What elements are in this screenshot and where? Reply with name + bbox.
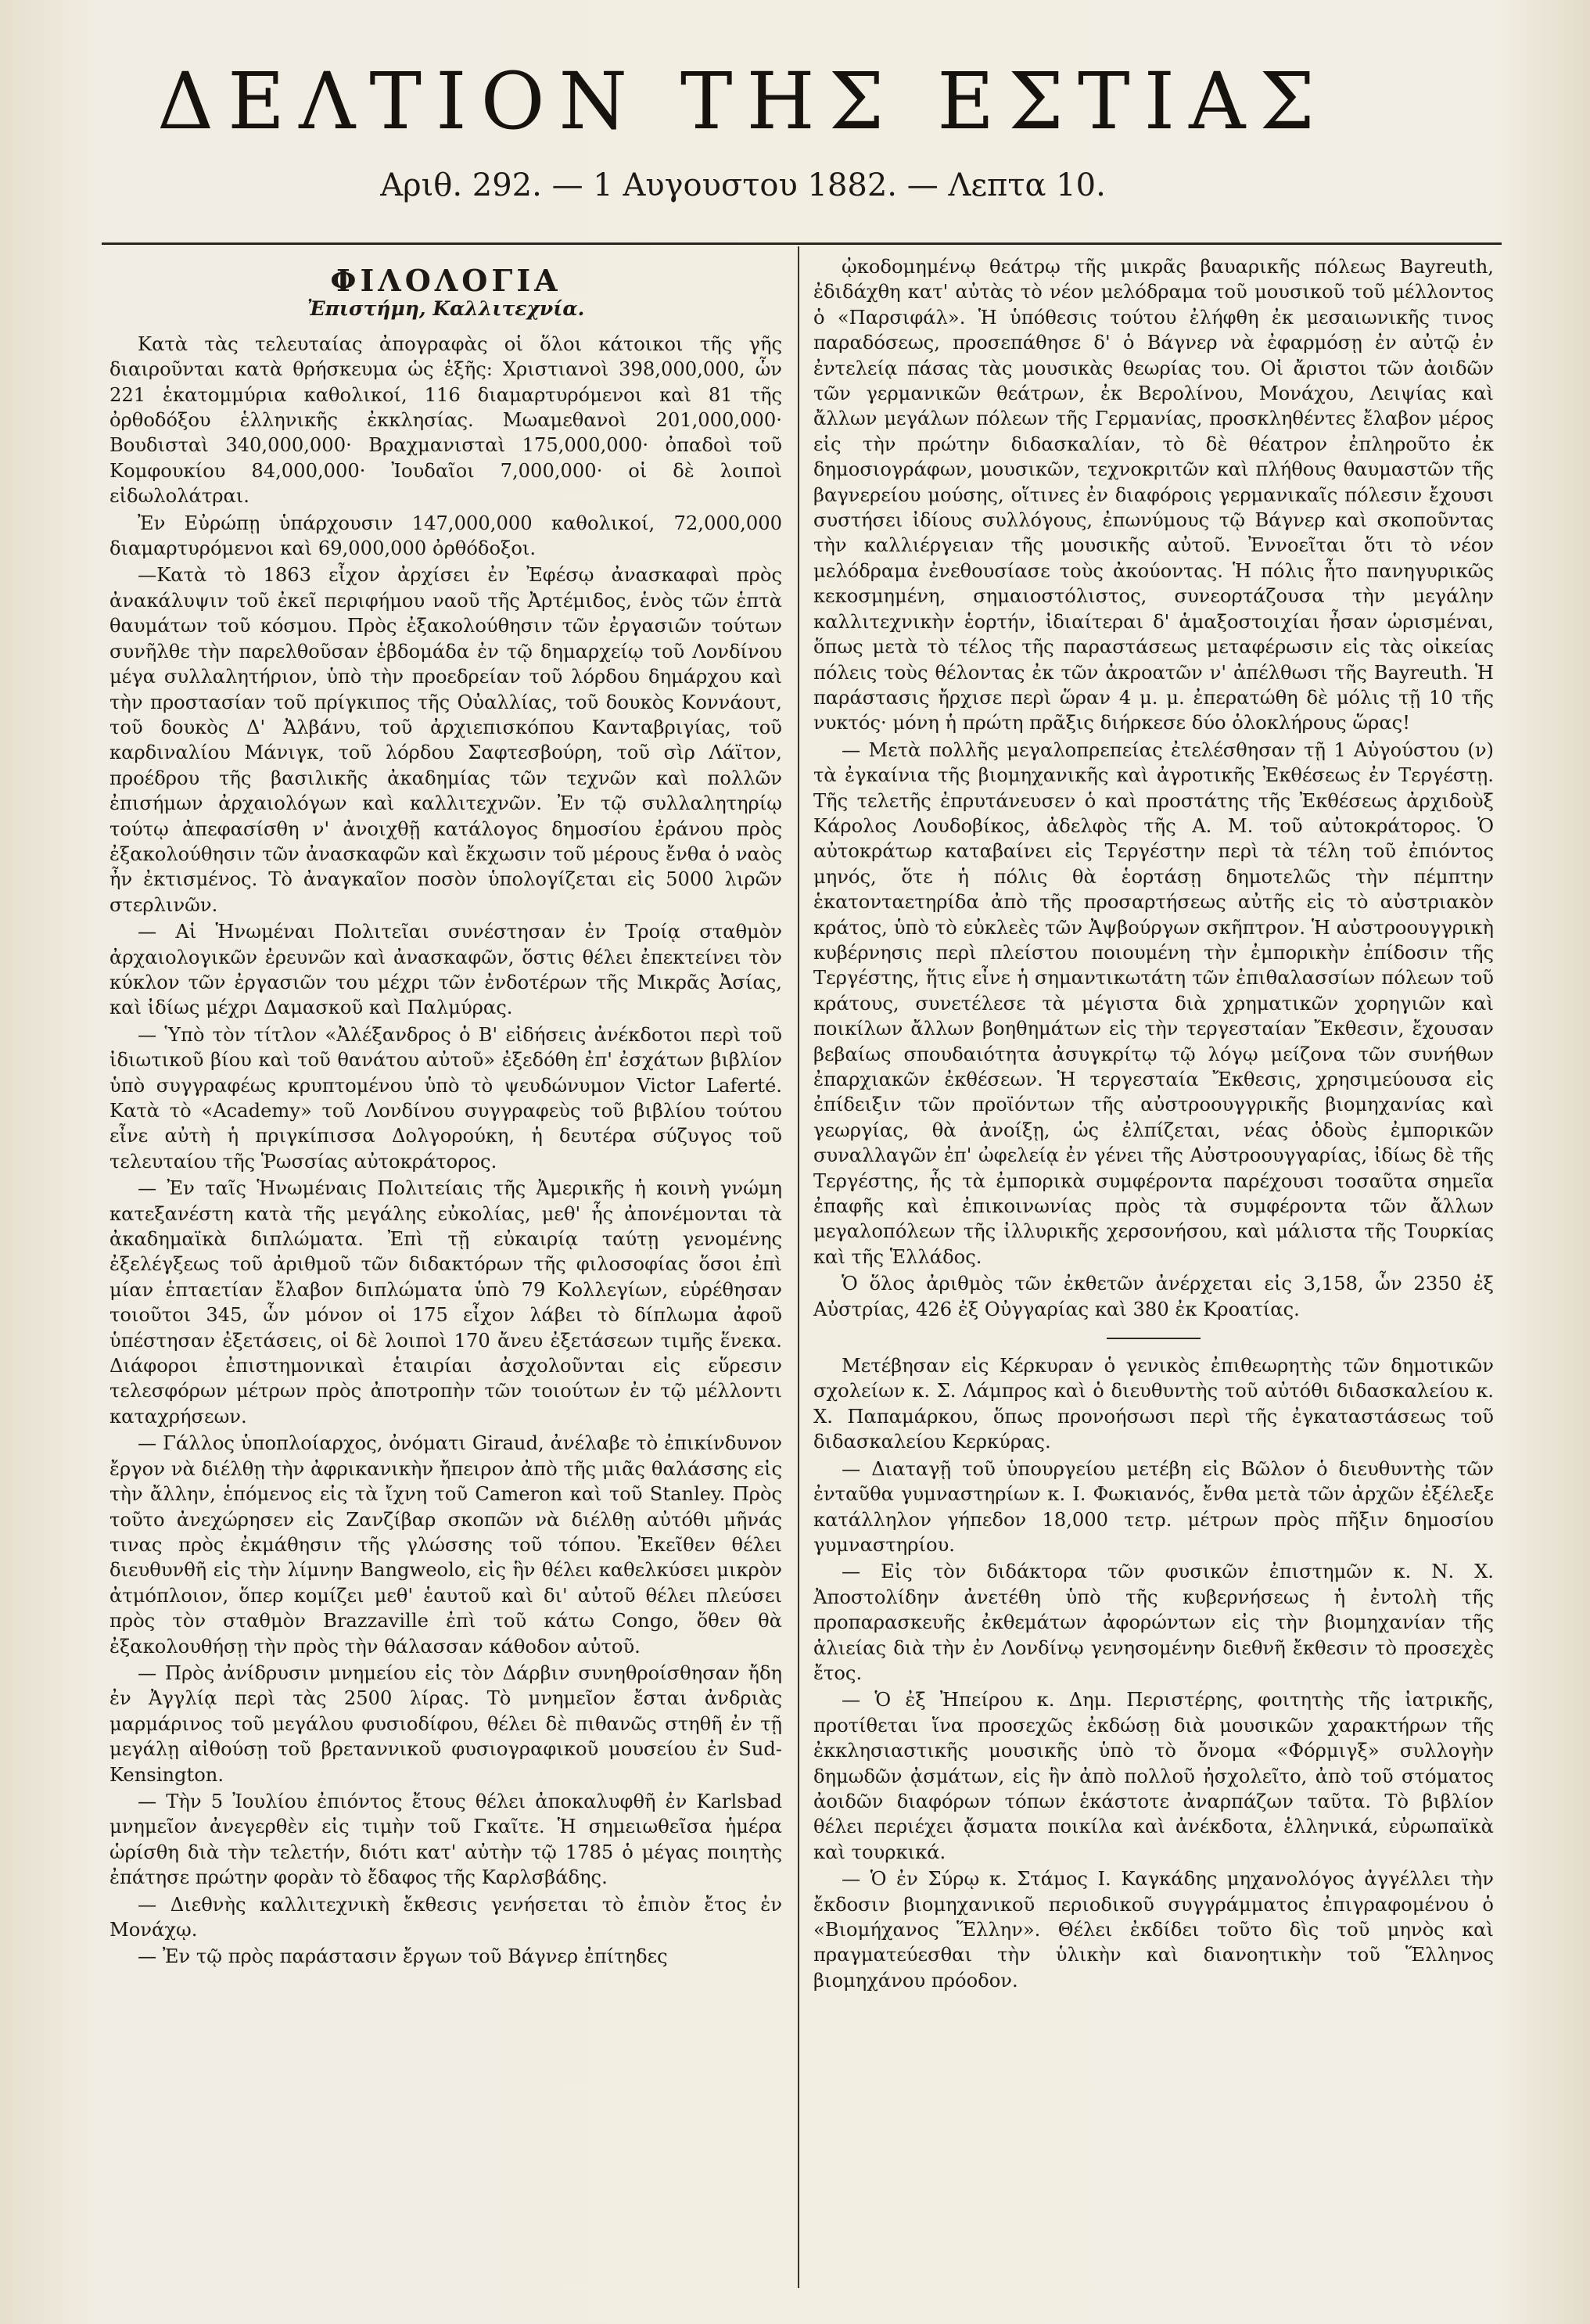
paragraph: — Ὑπὸ τὸν τίτλον «Ἀλέξανδρος ὁ Β' εἰδήσεις ἀνέκδοτοι περὶ τοῦ ἰδιωτικοῦ βίου καὶ τοῦ θανάτου αὐτοῦ» ἐξεδόθη ἐπ' ἐσχάτων βιβλίον ὑπὸ συγγραφέως κρυπτομένου ὑπὸ τὸ ψευδώνυμον Victor Laferté. Κατὰ τὸ «Academy» τοῦ Λονδίνου συγγραφεὺς τοῦ βιβλίου τούτου εἶνε αὐτὴ ἡ πριγκίπισσα Δολγορούκη, ἡ δευτέρα σύζυγος τοῦ τελευταίου τῆς Ῥωσσίας αὐτοκράτορος. <box>109 1023 782 1173</box>
paragraph: — Ὁ ἐν Σύρῳ κ. Στάμος Ι. Καγκάδης μηχανολόγος ἀγγέλλει τὴν ἔκδοσιν βιομηχανικοῦ περιοδικοῦ συγγράμματος ἐπιγραφομένου ὁ «Βιομήχανος Ἕλλην». Θέλει ἐκδίδει τοῦτο δὶς τοῦ μηνὸς καὶ πραγματεύεσθαι τὴν ὑλικὴν καὶ διανοητικὴν τοῦ Ἕλληνος βιομηχάνου πρόοδον. <box>813 1868 1494 1992</box>
paragraph: — Ἐν τῷ πρὸς παράστασιν ἔργων τοῦ Βάγνερ ἐπίτηδες <box>138 1945 668 1968</box>
paragraph: — Διαταγῇ τοῦ ὑπουργείου μετέβη εἰς Βῶλον ὁ διευθυντὴς τῶν ἐνταῦθα γυμναστηρίων κ. Ι. Φωκιανός, ἔνθα μετὰ τῶν ἀρχῶν ἐξέλεξε κατάλληλον γήπεδον 18,000 τετρ. μέτρων πρὸς πῆξιν δημοσίου γυμναστηρίου. <box>813 1457 1494 1556</box>
paragraph: Μετέβησαν εἰς Κέρκυραν ὁ γενικὸς ἐπιθεωρητὴς τῶν δημοτικῶν σχολείων κ. Σ. Λάμπρος καὶ ὁ διευθυντὴς τοῦ αὐτόθι διδασκαλείου κ. Χ. Παπαμάρκου, ὅπως προνοήσωσι περὶ τῆς ἐγκαταστάσεως τοῦ διδασκαλείου Κερκύρας. <box>813 1355 1494 1453</box>
right-paragraphs-top <box>813 254 1494 1322</box>
paragraph: — Διεθνὴς καλλιτεχνικὴ ἔκθεσις γενήσεται τὸ ἐπιὸν ἔτος ἐν Μονάχῳ. <box>109 1893 782 1941</box>
masthead-title: ΔΕΛΤΙΟΝ ΤΗΣ ΕΣΤΙΑΣ <box>156 56 1330 147</box>
issue-line: Αριθ. 292. — 1 Αυγουστου 1882. — Λεπτα 10. <box>380 167 1106 203</box>
paragraph: Κατὰ τὰς τελευταίας ἀπογραφὰς οἱ ὅλοι κάτοικοι τῆς γῆς διαιροῦνται κατὰ θρήσκευμα ὡς ἑξῆς: Χριστιανοὶ 398,000,000, ὧν 221 ἑκατομμύρια καθολικοί, 116 διαμαρτυρόμενοι καὶ 81 τῆς ὀρθοδόξου ἑλληνικῆς ἐκκλησίας. Μωαμεθανοὶ 201,000,000· Βουδισταὶ 340,000,000· Βραχμανισταὶ 175,000,000· ὀπαδοὶ τοῦ Κομφουκίου 84,000,000· Ἰουδαῖοι 7,000,000· οἱ δὲ λοιποὶ εἰδωλολάτραι. <box>109 332 782 508</box>
paragraph: — Γάλλος ὑποπλοίαρχος, ὀνόματι Giraud, ἀνέλαβε τὸ ἐπικίνδυνον ἔργον νὰ διέλθῃ τὴν ἀφρικανικὴν ἤπειρον ἀπὸ τῆς μιᾶς θαλάσσης εἰς τὴν ἄλλην, ἑπόμενος εἰς τὰ ἴχνη τοῦ Cameron καὶ τοῦ Stanley. Πρὸς τοῦτο ἀνεχώρησεν εἰς Ζανζίβαρ σκοπῶν νὰ διέλθῃ αὐτόθι μῆνάς τινας πρὸς ἐκμάθησιν τῆς γλώσσης τοῦ τόπου. Ἐκεῖθεν θέλει διευθυνθῆ εἰς τὴν λίμνην Bangweolo, εἰς ἣν θέλει καθελκύσει μικρὸν ἀτμόπλοιον, ὅπερ κομίζει μεθ' ἑαυτοῦ καὶ δι' αὐτοῦ θέλει πλεύσει πρὸς τὸν σταθμὸν Brazzaville ἐπὶ τοῦ κάτω Congo, ὅθεν θὰ ἐξακολουθήσῃ τὴν πρὸς τὴν θάλασσαν κάθοδον αὐτοῦ. <box>109 1432 782 1658</box>
section-title: ΦΙΛΟΛΟΓΙΑ <box>330 263 562 298</box>
right-column <box>813 254 1494 1995</box>
section-subtitle: Ἐπιστήμη, Καλλιτεχνία. <box>307 297 585 321</box>
left-paragraphs <box>109 332 782 1970</box>
paragraph: ᾠκοδομημένῳ θεάτρῳ τῆς μικρᾶς βαυαρικῆς πόλεως Bayreuth, ἐδιδάχθη κατ' αὐτὰς τὸ νέον μελόδραμα τοῦ μουσικοῦ τοῦ μέλλοντος ὁ «Παρσιφάλ». Ἡ ὑπόθεσις τούτου ἐλήφθη ἐκ μεσαιωνικῆς τινος παραδόσεως, προσεπάθησε δ' ὁ Βάγνερ νὰ ἐφαρμόσῃ ἐν αὐτῷ ἐν ἐντελείᾳ πάσας τὰς μουσικὰς θεωρίας του. Οἱ ἄριστοι τῶν ἀοιδῶν τῶν γερμανικῶν θεάτρων, ἐκ Βερολίνου, Μονάχου, Λειψίας καὶ ἄλλων μεγάλων πόλεων τῆς Γερμανίας, προσκληθέντες ἔλαβον μέρος εἰς τὴν πρώτην διδασκαλίαν, τὸ δὲ θέατρον ἐπληροῦτο ἐκ δημοσιογράφων, μουσικῶν, τεχνοκριτῶν καὶ πλήθους θαυμαστῶν τῆς βαγνερείου μούσης, οἵτινες ἐν διαφόροις γερμανικαῖς πόλεσιν ἔχουσι συστήσει ἰδίους συλλόγους, ἐπωνύμους τῷ Βάγνερ καὶ σκοποῦντας τὴν καλλιέργειαν τῆς μουσικῆς αὐτοῦ. Ἐννοεῖται ὅτι τὸ νέον μελόδραμα ἐνεθουσίασε τοὺς ἀκούοντας. Ἡ πόλις ἦτο πανηγυρικῶς κεκοσμημένη, σημαιοστόλιστος, συνεορτάζουσα τὴν μεγάλην καλλιτεχνικὴν ἑορτήν, ἰδιαίτεραι δ' ἁμαξοστοιχίαι ἦσαν ὡρισμέναι, ὅπως μετὰ τὸ τέλος τῆς παραστάσεως μεταφέρωσιν εἰς τὰς οἰκείας πόλεις τοὺς θέλοντας ἐκ τῶν ἀκροατῶν ν' ἀπέλθωσι τῆς Bayreuth. Ἡ παράστασις ἤρχισε περὶ ὥραν 4 μ. μ. ἐπερατώθη δὲ μόλις τῇ 10 τῆς νυκτός· μόνη ἡ πρώτη πρᾶξις διήρκεσε δύο ὁλοκλήρους ὥρας! <box>813 256 1494 735</box>
paragraph: — Μετὰ πολλῆς μεγαλοπρεπείας ἐτελέσθησαν τῇ 1 Αὐγούστου (ν) τὰ ἐγκαίνια τῆς βιομηχανικῆς καὶ ἀγροτικῆς Ἐκθέσεως ἐν Τεργέστῃ. Τῆς τελετῆς ἐπρυτάνευσεν ὁ καὶ προστάτης τῆς Ἐκθέσεως ἀρχιδοὺξ Κάρολος Λουδοβίκος, ἀδελφὸς τῆς Α. Μ. τοῦ αὐτοκράτορος. Ὁ αὐτοκράτωρ καταβαίνει εἰς Τεργέστην περὶ τὰ τέλη τοῦ ἐπιόντος μηνός, ὅτε ἡ πόλις θὰ ἑορτάσῃ δημοτελῶς τὴν πέμπτην ἑκατονταετηρίδα ἀπὸ τῆς προσαρτήσεως αὐτῆς εἰς τὸ αὐστριακὸν κράτος, ὑπὸ τὸ εὐκλεὲς τῶν Ἀψβούργων σκῆπτρον. Ἡ αὐστροουγγρικὴ κυβέρνησις περὶ πλείστου ποιουμένη τὴν ἐμπορικὴν ἐπίδοσιν τῆς Τεργέστης, ἥτις εἶνε ἡ σημαντικωτάτη τῶν ἐπιθαλασσίων πόλεων τοῦ κράτους, συνετέλεσε τὰ μέγιστα διὰ χρηματικῶν χορηγιῶν καὶ ποικίλων ἄλλων βοηθημάτων εἰς τὴν τεργεσταίαν Ἔκθεσιν, ἔχουσαν βεβαίως σπουδαιότητα ἀσυγκρίτῳ τῷ λόγῳ μείζονα τῶν συνήθων ἐπαρχιακῶν ἐκθέσεων. Ἡ τεργεσταία Ἔκθεσις, χρησιμεύουσα εἰς ἐπίδειξιν τῶν προϊόντων τῆς αὐστροουγγρικῆς βιομηχανίας καὶ γεωργίας, θὰ ἀνοίξῃ, ὡς ἐλπίζεται, νέας ὁδοὺς ἐμπορικῶν συναλλαγῶν ἐπ' ὠφελείᾳ ἐν γένει τῆς Αὐστροουγγαρίας, ἰδίως δὲ τῆς Τεργέστης, ἧς τὰ ἐμπορικὰ συμφέροντα παρέχουσι τοσαῦτα σημεῖα ἐπαφῆς καὶ ἐπικοινωνίας πρὸς τὰ συμφέροντα τῶν ἄλλων μεγαλοπόλεων τῆς ἰλλυρικῆς χερσονήσου, καὶ μάλιστα τῆς Τουρκίας καὶ τῆς Ἑλλάδος. <box>813 738 1494 1268</box>
paragraph: — Αἱ Ἡνωμέναι Πολιτεῖαι συνέστησαν ἐν Τροίᾳ σταθμὸν ἀρχαιολογικῶν ἐρευνῶν καὶ ἀνασκαφῶν, ὅστις θέλει ἐπεκτείνει τὸν κύκλον τῶν ἐργασιῶν του μέχρι τῶν ἐνδοτέρων τῆς Μικρᾶς Ἀσίας, καὶ ἰδίως μέχρι Δαμασκοῦ καὶ Παλμύρας. <box>109 921 782 1019</box>
section-separator <box>1107 1338 1201 1339</box>
paragraph: — Ἐν ταῖς Ἡνωμέναις Πολιτείαις τῆς Ἀμερικῆς ἡ κοινὴ γνώμη κατεξανέστη κατὰ τῆς μεγάλης εὐκολίας, μεθ' ἧς ἀπονέμονται τὰ ἀκαδημαϊκὰ διπλώματα. Ἐπὶ τῇ εὐκαιρίᾳ ταύτῃ γενομένης ἐξελέγξεως τοῦ ἀριθμοῦ τῶν διδακτόρων τῆς φιλοσοφίας ὅσοι ἐπὶ μίαν ἑπταετίαν ἔλαβον διπλώματα ὑπὸ 79 Κολλεγίων, εὑρέθησαν τοιοῦτοι 345, ὧν μόνον οἱ 175 εἶχον λάβει τὸ δίπλωμα ἀφοῦ ὑπέστησαν ἐξετάσεις, οἱ δὲ λοιποὶ 170 ἄνευ ἐξετάσεων τιμῆς ἕνεκα. Διάφοροι ἐπιστημονικαὶ ἑταιρίαι ἀσχολοῦνται εἰς εὕρεσιν τελεσφόρων μέτρων πρὸς ἀποτροπὴν τῶν τοιούτων ἐν τῷ μέλλοντι καταχρήσεων. <box>109 1177 782 1428</box>
paragraph: — Ὁ ἐξ Ἠπείρου κ. Δημ. Περιστέρης, φοιτητὴς τῆς ἰατρικῆς, προτίθεται ἵνα προσεχῶς ἐκδώσῃ διὰ μουσικῶν χαρακτήρων τῆς ἐκκλησιαστικῆς μουσικῆς ὑπὸ τὸ ὄνομα «Φόρμιγξ» συλλογὴν δημωδῶν ᾀσμάτων, εἰς ἣν ἀπὸ πολλοῦ ἠσχολεῖτο, ἀπὸ τοῦ στόματος ἀοιδῶν διαφόρων τόπων ἑκάστοτε ἀναρπάζων ταῦτα. Τὸ βιβλίον θέλει περιέχει ᾄσματα ποικίλα καὶ ἀνέκδοτα, ἑλληνικά, εὐρωπαϊκὰ καὶ τουρκικά. <box>813 1689 1494 1863</box>
masthead-rule <box>102 242 1502 245</box>
column-divider <box>798 246 799 2288</box>
paragraph: —Κατὰ τὸ 1863 εἶχον ἀρχίσει ἐν Ἐφέσῳ ἀνασκαφαὶ πρὸς ἀνακάλυψιν τοῦ ἐκεῖ περιφήμου ναοῦ τῆς Ἀρτέμιδος, ἑνὸς τῶν ἑπτὰ θαυμάτων τοῦ κόσμου. Πρὸς ἐξακολούθησιν τῶν ἐργασιῶν τούτων συνῆλθε τὴν παρελθοῦσαν ἑβδομάδα ἐν τῷ δημαρχείῳ τοῦ Λονδίνου μέγα συλλαλητήριον, ὑπὸ τὴν προεδρείαν τοῦ λόρδου δημάρχου καὶ τὴν προστασίαν τοῦ πρίγκιπος τῆς Οὐαλλίας, τοῦ δουκὸς Κοννάουτ, τοῦ δουκὸς Δ' Ἀλβάνυ, τοῦ ἀρχιεπισκόπου Κανταβριγίας, τοῦ καρδιναλίου Μάνιγκ, τοῦ λόρδου Σαφτεσβούρη, τοῦ σὶρ Λάϊτον, προέδρου τῆς βασιλικῆς ἀκαδημίας τῶν τεχνῶν καὶ πολλῶν ἐπισήμων ἀρχαιολόγων καὶ καλλιτεχνῶν. Ἐν τῷ συλλαλητηρίῳ τούτῳ ἀπεφασίσθη ν' ἀνοιχθῇ κατάλογος δημοσίου ἐράνου πρὸς ἐξακολούθησιν τῶν ἀνασκαφῶν καὶ ἔκχωσιν τοῦ μέρους ἔνθα ὁ ναὸς ἦν ἐκτισμένος. Τὸ ἀναγκαῖον ποσὸν ὑπολογίζεται εἰς 5000 λιρῶν στερλινῶν. <box>109 564 782 916</box>
paragraph: — Εἰς τὸν διδάκτορα τῶν φυσικῶν ἐπιστημῶν κ. Ν. Χ. Ἀποστολίδην ἀνετέθη ὑπὸ τῆς κυβερνήσεως ἡ ἐντολὴ τῆς προπαρασκευῆς ἐκθεμάτων ἀφορώντων εἰς τὴν βιομηχανίαν τῆς ἁλιείας διὰ τὴν ἐν Λονδίνῳ γενησομένην διεθνῆ ἔκθεσιν τὸ προσεχὲς ἔτος. <box>813 1561 1494 1684</box>
left-column <box>109 254 782 1971</box>
paragraph: Ἐν Εὐρώπῃ ὑπάρχουσιν 147,000,000 καθολικοί, 72,000,000 διαμαρτυρόμενοι καὶ 69,000,000 ὀρθόδοξοι. <box>109 512 782 560</box>
paragraph: Ὁ ὅλος ἀριθμὸς τῶν ἐκθετῶν ἀνέρχεται εἰς 3,158, ὧν 2350 ἐξ Αὐστρίας, 426 ἐξ Οὐγγαρίας καὶ 380 ἐκ Κροατίας. <box>813 1273 1494 1320</box>
paragraph: — Τὴν 5 Ἰουλίου ἐπιόντος ἔτους θέλει ἀποκαλυφθῆ ἐν Karlsbad μνημεῖον ἀνεγερθὲν εἰς τιμὴν τοῦ Γκαῖτε. Ἡ σημειωθεῖσα ἡμέρα ὡρίσθη διὰ τὴν τελετήν, διότι κατ' αὐτὴν τῷ 1785 ὁ μέγας ποιητὴς ἐπάτησε πρώτην φορὰν τὸ ἔδαφος τῆς Καρλσβάδης. <box>109 1790 782 1889</box>
right-paragraphs-bottom <box>813 1353 1494 1993</box>
paragraph: — Πρὸς ἀνίδρυσιν μνημείου εἰς τὸν Δάρβιν συνηθροίσθησαν ἤδη ἐν Ἀγγλίᾳ περὶ τὰς 2500 λίρας. Τὸ μνημεῖον ἔσται ἀνδριὰς μαρμάρινος τοῦ μεγάλου φυσιοδίφου, θέλει δὲ πιθανῶς στηθῆ ἐν τῇ μεγάλῃ αἰθούσῃ τοῦ βρεταννικοῦ φυσιογραφικοῦ μουσείου ἐν Sud-Kensington. <box>109 1661 782 1786</box>
